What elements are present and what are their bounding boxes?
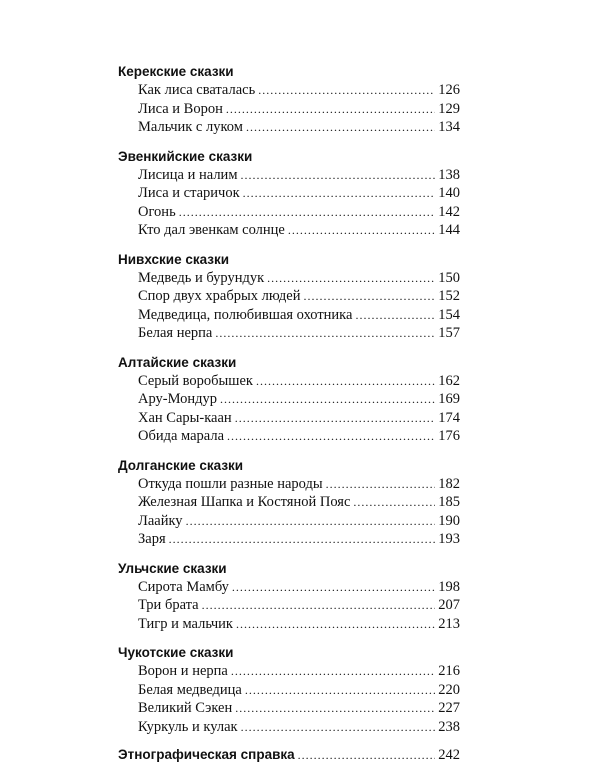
toc-section <box>118 251 460 343</box>
dot-leader <box>298 748 436 763</box>
entry-page-number: 176 <box>438 428 460 444</box>
dot-leader <box>186 512 436 531</box>
toc-entry[interactable] <box>138 203 460 222</box>
entry-page-number: 198 <box>438 578 460 595</box>
toc-entry[interactable] <box>138 81 460 100</box>
toc-section <box>118 63 460 137</box>
entry-title: Белая медведица <box>138 681 242 698</box>
toc-entry[interactable] <box>138 681 460 700</box>
toc-entry[interactable] <box>138 718 460 737</box>
dot-leader <box>236 615 435 634</box>
entry-page-number: 126 <box>438 82 460 98</box>
entry-page-number: 162 <box>438 372 460 389</box>
toc-section <box>118 560 460 634</box>
entry-title: Заря <box>138 531 166 547</box>
section-title: Долганские сказки <box>118 457 244 473</box>
entry-title: Ворон и нерпа <box>138 663 228 679</box>
toc-section <box>118 644 460 736</box>
toc-entry[interactable] <box>138 184 460 203</box>
entry-page-number: 174 <box>438 409 460 426</box>
entry-title: Лиса и старичок <box>138 185 240 201</box>
entry-page-number: 190 <box>438 512 460 529</box>
entry-title: Ару-Мондур <box>138 391 218 407</box>
entry-title: Как лиса сваталась <box>138 82 256 98</box>
toc-section <box>118 354 460 446</box>
section-title: Чукотские сказки <box>118 645 234 660</box>
entry-page-number: 207 <box>438 597 460 613</box>
dot-leader <box>241 718 436 737</box>
toc-entry[interactable] <box>138 493 460 512</box>
dot-leader <box>246 118 435 137</box>
toc-entry[interactable] <box>138 221 460 240</box>
entry-page-number: 227 <box>438 700 460 716</box>
toc-entry[interactable] <box>138 530 460 549</box>
dot-leader <box>202 596 436 615</box>
entry-title: Хан Сары-каан <box>138 409 232 426</box>
entry-page-number: 213 <box>438 615 460 632</box>
entry-title: Великий Сэкен <box>138 700 233 716</box>
entry-title: Мальчик с луком <box>138 119 243 135</box>
toc-entry[interactable] <box>138 306 460 325</box>
toc-entry[interactable] <box>138 475 460 494</box>
toc-entry[interactable] <box>138 324 460 343</box>
entry-page-number: 129 <box>438 100 460 117</box>
dot-leader <box>258 81 435 100</box>
entry-title: Три брата <box>138 597 199 613</box>
toc-entry[interactable] <box>138 118 460 137</box>
entry-title: Обида марала <box>138 428 225 444</box>
entry-page-number: 152 <box>438 288 460 304</box>
toc-entry[interactable] <box>138 390 460 409</box>
toc-entry[interactable] <box>138 596 460 615</box>
dot-leader <box>231 662 435 681</box>
dot-leader <box>235 409 436 428</box>
dot-leader <box>304 287 436 306</box>
entry-title: Огонь <box>138 203 176 220</box>
entry-page-number: 238 <box>438 718 460 735</box>
entry-title: Железная Шапка и Костяной Пояс <box>138 494 351 510</box>
toc-entry[interactable] <box>138 427 460 446</box>
dot-leader <box>226 100 435 119</box>
entry-page-number: 182 <box>438 475 460 492</box>
toc-entry[interactable] <box>138 578 460 597</box>
entry-page-number: 134 <box>438 119 460 135</box>
dot-leader <box>227 427 435 446</box>
dot-leader <box>355 306 435 325</box>
entry-title: Спор двух храбрых людей <box>138 288 301 304</box>
entry-title: Этнографическая справка <box>118 747 295 762</box>
entry-title: Кто дал эвенкам солнце <box>138 222 285 238</box>
toc-entry[interactable] <box>138 287 460 306</box>
entry-page-number: 220 <box>438 681 460 698</box>
entry-page-number: 140 <box>438 185 460 201</box>
dot-leader <box>215 324 435 343</box>
toc-entry[interactable] <box>138 615 460 634</box>
entry-page-number: 154 <box>438 306 460 323</box>
entry-page-number: 138 <box>438 166 460 183</box>
section-title: Эвенкийские сказки <box>118 148 253 164</box>
entry-title: Сирота Мамбу <box>138 578 229 595</box>
toc-entry[interactable] <box>138 372 460 391</box>
entry-title: Откуда пошли разные народы <box>138 475 323 492</box>
toc-entry[interactable] <box>138 166 460 185</box>
entry-page-number: 169 <box>438 391 460 407</box>
dot-leader <box>326 475 436 494</box>
dot-leader <box>353 493 435 512</box>
dot-leader <box>235 699 435 718</box>
dot-leader <box>220 390 435 409</box>
dot-leader <box>267 269 435 288</box>
section-title: Ульчские сказки <box>118 560 227 576</box>
toc-entry[interactable] <box>138 662 460 681</box>
entry-page-number: 185 <box>438 494 460 510</box>
dot-leader <box>256 372 435 391</box>
entry-page-number: 150 <box>438 269 460 286</box>
section-title: Керекские сказки <box>118 64 234 79</box>
dot-leader <box>243 184 436 203</box>
entry-page-number: 216 <box>438 663 460 679</box>
toc-entry[interactable] <box>138 699 460 718</box>
entry-title: Медведь и бурундук <box>138 269 265 286</box>
dot-leader <box>169 530 436 549</box>
toc-entry[interactable] <box>138 100 460 119</box>
table-of-contents <box>118 63 460 765</box>
entry-page-number: 157 <box>438 325 460 341</box>
dot-leader <box>245 681 435 700</box>
entry-title: Белая нерпа <box>138 325 213 341</box>
entry-page-number: 242 <box>438 747 460 763</box>
toc-entry[interactable] <box>138 512 460 531</box>
entry-title: Лиса и Ворон <box>138 100 223 117</box>
entry-page-number: 142 <box>438 203 460 220</box>
entry-page-number: 193 <box>438 531 460 547</box>
dot-leader <box>232 578 435 597</box>
entry-page-number: 144 <box>438 222 460 238</box>
dot-leader <box>179 203 436 222</box>
dot-leader <box>241 166 436 185</box>
entry-title: Медведица, полюбившая охотника <box>138 306 353 323</box>
entry-title: Тигр и мальчик <box>138 615 233 632</box>
entry-title: Серый воробышек <box>138 372 253 389</box>
toc-section <box>118 457 460 549</box>
toc-entry[interactable] <box>138 409 460 428</box>
toc-entry[interactable] <box>138 269 460 288</box>
entry-title: Лаайку <box>138 512 183 529</box>
toc-section <box>118 148 460 240</box>
entry-title: Куркуль и кулак <box>138 718 238 735</box>
section-title: Нивхские сказки <box>118 251 230 267</box>
section-title: Алтайские сказки <box>118 354 237 370</box>
dot-leader <box>288 221 435 240</box>
entry-title: Лисица и налим <box>138 166 238 183</box>
